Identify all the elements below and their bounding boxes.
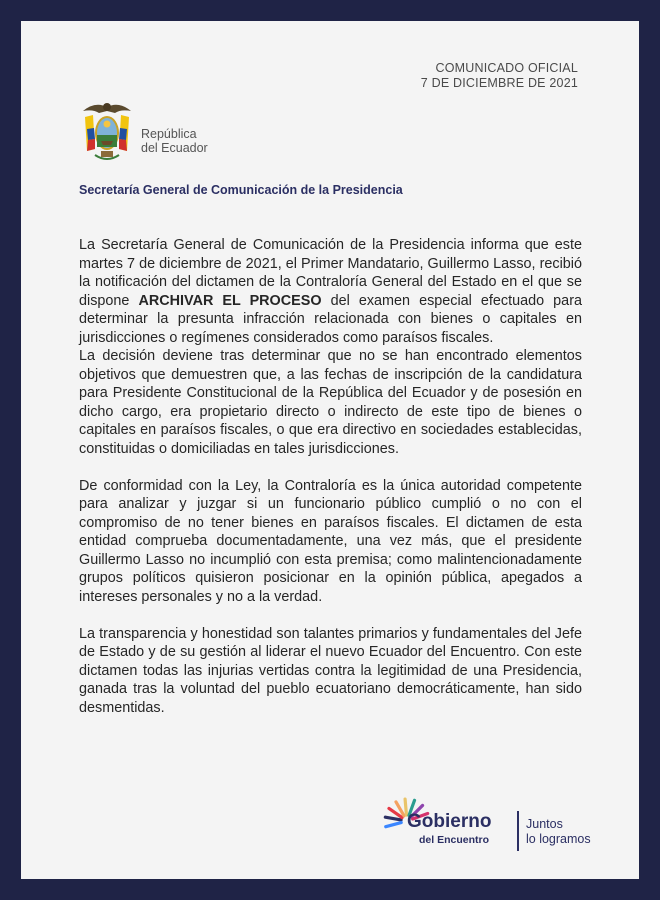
paragraph-1-text-a: La Secretaría General de Comunicación de la Presidencia informa que este martes 7 de diciembre de 2021, el Primer Mandatario, Guillermo Lasso, recibió la notificación del dictamen de la Contraloría General del Estado en el que se dispone [79,237,582,309]
paragraph-3: De conformidad con la Ley, la Contraloría es la única autoridad competente para analizar y juzgar si un funcionario público cumplió o no con el compromiso de no tener bienes en paraísos fiscales. El dictamen de esta entidad comprueba documentadamente, una vez más, que el presidente Guillermo Lasso no incumplió con esta premisa; como malintencionadamente grupos políticos quisieron posicionar en la opinión pública, apegados a intereses personales y no a la verdad. [79,477,582,605]
paragraph-1 [79,236,582,347]
ecuador-coat-of-arms-icon [79,97,135,169]
gobierno-del-encuentro-logo [383,791,613,857]
seal-text [141,127,208,155]
slogan-line-1: Juntos [526,817,563,831]
brand-subtitle: del Encuentro [419,834,490,846]
press-release-body [79,236,582,717]
slogan [526,817,591,847]
seal-line-1: República [141,127,197,141]
government-seal-block [79,97,279,172]
slogan-line-2: lo logramos [526,832,591,846]
document-page [21,21,639,879]
seal-line-2: del Ecuador [141,141,208,155]
document-type-label: COMUNICADO OFICIAL [435,61,578,75]
paragraph-4: La transparencia y honestidad son talantes primarios y fundamentales del Jefe de Estado y de su gestión al liderar el nuevo Ecuador del Encuentro. Con este dictamen todas las injurias vertidas contra la legitimidad de una Presidencia, ganada tras la voluntad del pueblo ecuatoriano democráticamente, han sido desmentidas. [79,625,582,716]
paragraph-1-text-b: del examen especial efectuado para determinar la presunta infracción relacionada con bienes o capitales en jurisdicciones o regímenes considerados como paraísos fiscales. [79,292,582,346]
paragraph-1-emphasis: ARCHIVAR EL PROCESO [138,292,322,309]
brand-name: Gobierno [407,811,492,832]
document-date: 7 DE DICIEMBRE DE 2021 [420,76,578,90]
document-header [421,61,578,91]
logo-divider [517,811,519,851]
department-name: Secretaría General de Comunicación de la Presidencia [79,183,403,197]
paragraph-2: La decisión deviene tras determinar que no se han encontrado elementos objetivos que demuestren que, a las fechas de inscripción de la candidatura para Presidente Constitucional de la República del Ecuador y de posesión en dicho cargo, era propietario directo o indirecto de este tipo de bienes o capitales en paraísos fiscales, o que era directivo en sociedades establecidas, constituidas o domiciliadas en tales jurisdicciones. [79,348,582,457]
